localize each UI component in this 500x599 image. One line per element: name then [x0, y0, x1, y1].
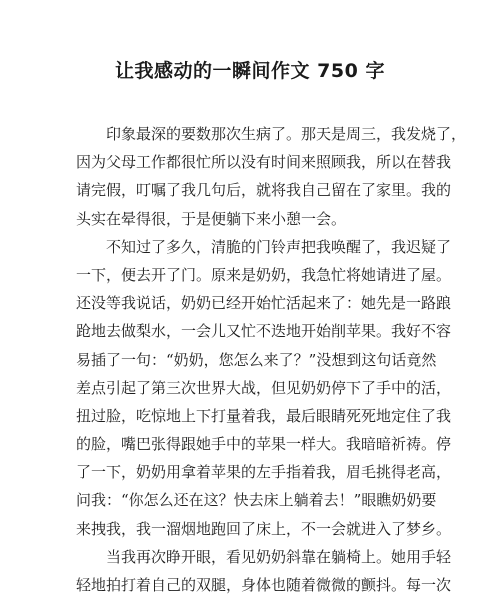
paragraph-2-line-1: 不知过了多久，清脆的门铃声把我唤醒了，我迟疑了	[106, 237, 452, 256]
paragraph-3-line-1: 当我再次睁开眼，看见奶奶斜靠在躺椅上。她用手轻	[106, 547, 452, 566]
paragraph-2-line-4: 跄地去做梨水，一会儿又忙不迭地开始削苹果。我好不容	[76, 322, 452, 341]
paragraph-1-line-1: 印象最深的要数那次生病了。那天是周三，我发烧了，	[106, 125, 467, 143]
article-title: 让我感动的一瞬间作文 750 字	[115, 60, 385, 82]
paragraph-2-line-8: 的脸，嘴巴张得跟她手中的苹果一样大。我暗暗祈祷。停	[76, 435, 452, 454]
paragraph-2-line-7: 扭过脸，吃惊地上下打量着我，最后眼睛死死地定住了我	[76, 406, 452, 425]
paragraph-1-line-4: 头实在晕得很，于是便躺下来小憩一会。	[76, 209, 347, 228]
paragraph-3-line-2: 轻地拍打着自己的双腿，身体也随着微微的颤抖。每一次	[76, 576, 452, 594]
paragraph-1-line-3: 请完假，叮嘱了我几句后，就将我自己留在了家里。我的	[76, 181, 452, 200]
paragraph-1-line-2: 因为父母工作都很忙所以没有时间来照顾我，所以在替我	[76, 153, 452, 172]
paragraph-2-line-2: 一下，便去开了门。原来是奶奶，我急忙将她请进了屋。	[76, 265, 452, 284]
paragraph-2-line-11: 来拽我，我一溜烟地跑回了床上，不一会就进入了梦乡。	[76, 519, 452, 538]
paragraph-2-line-5: 易插了一句：“奶奶，您怎么来了？”没想到这句话竟然	[76, 350, 437, 369]
paragraph-2-line-10: 问我：“你怎么还在这？快去床上躺着去！”眼瞧奶奶要	[76, 491, 437, 510]
paragraph-2-line-6: 差点引起了第三次世界大战，但见奶奶停下了手中的活，	[76, 378, 452, 397]
paragraph-2-line-3: 还没等我说话，奶奶已经开始忙活起来了：她先是一路踉	[76, 294, 452, 313]
article-body	[76, 120, 467, 599]
paragraph-2-line-9: 了一下，奶奶用拿着苹果的左手指着我，眉毛挑得老高，	[76, 463, 452, 482]
